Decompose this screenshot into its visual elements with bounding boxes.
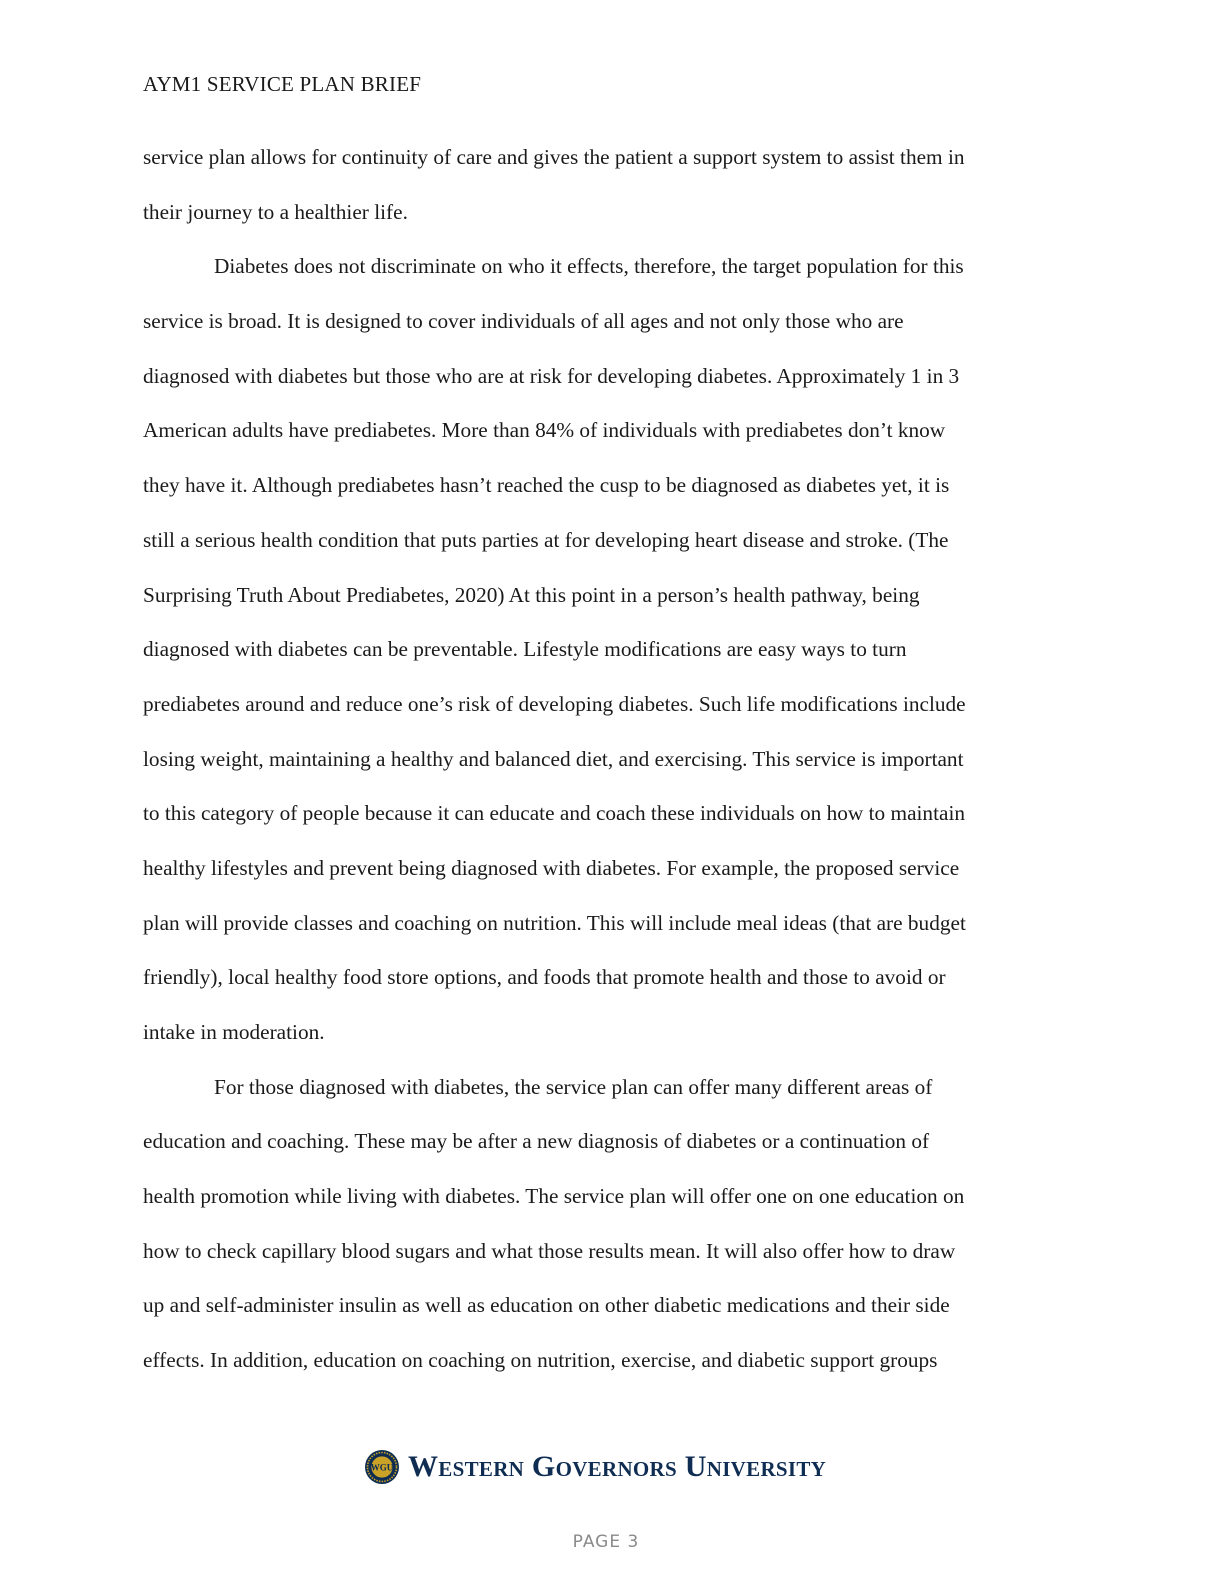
text-line: to this category of people because it can educate and coach these individuals on how to maintain	[143, 801, 966, 826]
text-line: diagnosed with diabetes can be preventable. Lifestyle modifications are easy ways to turn	[143, 637, 907, 662]
text-line: effects. In addition, education on coaching on nutrition, exercise, and diabetic support groups	[143, 1348, 938, 1373]
text-line: still a serious health condition that puts parties at for developing heart disease and stroke. (The	[143, 527, 949, 552]
text-line: American adults have prediabetes. More than 84% of individuals with prediabetes don’t know	[143, 418, 946, 443]
seal-letters: WGU	[370, 1462, 394, 1473]
text-line: service plan allows for continuity of care and gives the patient a support system to assist them in	[143, 145, 965, 169]
text-line: plan will provide classes and coaching on nutrition. This will include meal ideas (that are budget	[143, 910, 966, 935]
running-head: AYM1 SERVICE PLAN BRIEF	[143, 72, 422, 96]
text-line: education and coaching. These may be after a new diagnosis of diabetes or a continuation of	[143, 1129, 930, 1154]
text-line: healthy lifestyles and prevent being diagnosed with diabetes. For example, the proposed service	[143, 855, 960, 880]
page-number: PAGE 3	[572, 1532, 640, 1552]
body-text	[143, 130, 1083, 1388]
text-line: they have it. Although prediabetes hasn’t reached the cusp to be diagnosed as diabetes yet, it is	[143, 473, 950, 498]
text-line: their journey to a healthier life.	[143, 199, 408, 224]
text-line: prediabetes around and reduce one’s risk of developing diabetes. Such life modifications include	[143, 691, 966, 716]
text-line: health promotion while living with diabetes. The service plan will offer one on one education on	[143, 1184, 965, 1209]
university-name: Western Governors University	[408, 1450, 827, 1483]
text-line: friendly), local healthy food store options, and foods that promote health and those to avoid or	[143, 965, 946, 990]
text-line: Diabetes does not discriminate on who it effects, therefore, the target population for this	[214, 254, 964, 279]
text-line: losing weight, maintaining a healthy and balanced diet, and exercising. This service is important	[143, 746, 964, 771]
university-seal-icon	[364, 1449, 400, 1485]
text-line: intake in moderation.	[143, 1020, 325, 1044]
text-line: diagnosed with diabetes but those who are at risk for developing diabetes. Approximately 1 in 3	[143, 363, 960, 388]
text-line: For those diagnosed with diabetes, the service plan can offer many different areas of	[214, 1074, 933, 1099]
text-line: Surprising Truth About Prediabetes, 2020) At this point in a person’s health pathway, being	[143, 582, 920, 607]
university-logo	[364, 1447, 826, 1487]
text-line: up and self-administer insulin as well as education on other diabetic medications and their side	[143, 1293, 950, 1318]
text-line: service is broad. It is designed to cover individuals of all ages and not only those who are	[143, 309, 904, 334]
text-line: how to check capillary blood sugars and what those results mean. It will also offer how to draw	[143, 1238, 956, 1263]
